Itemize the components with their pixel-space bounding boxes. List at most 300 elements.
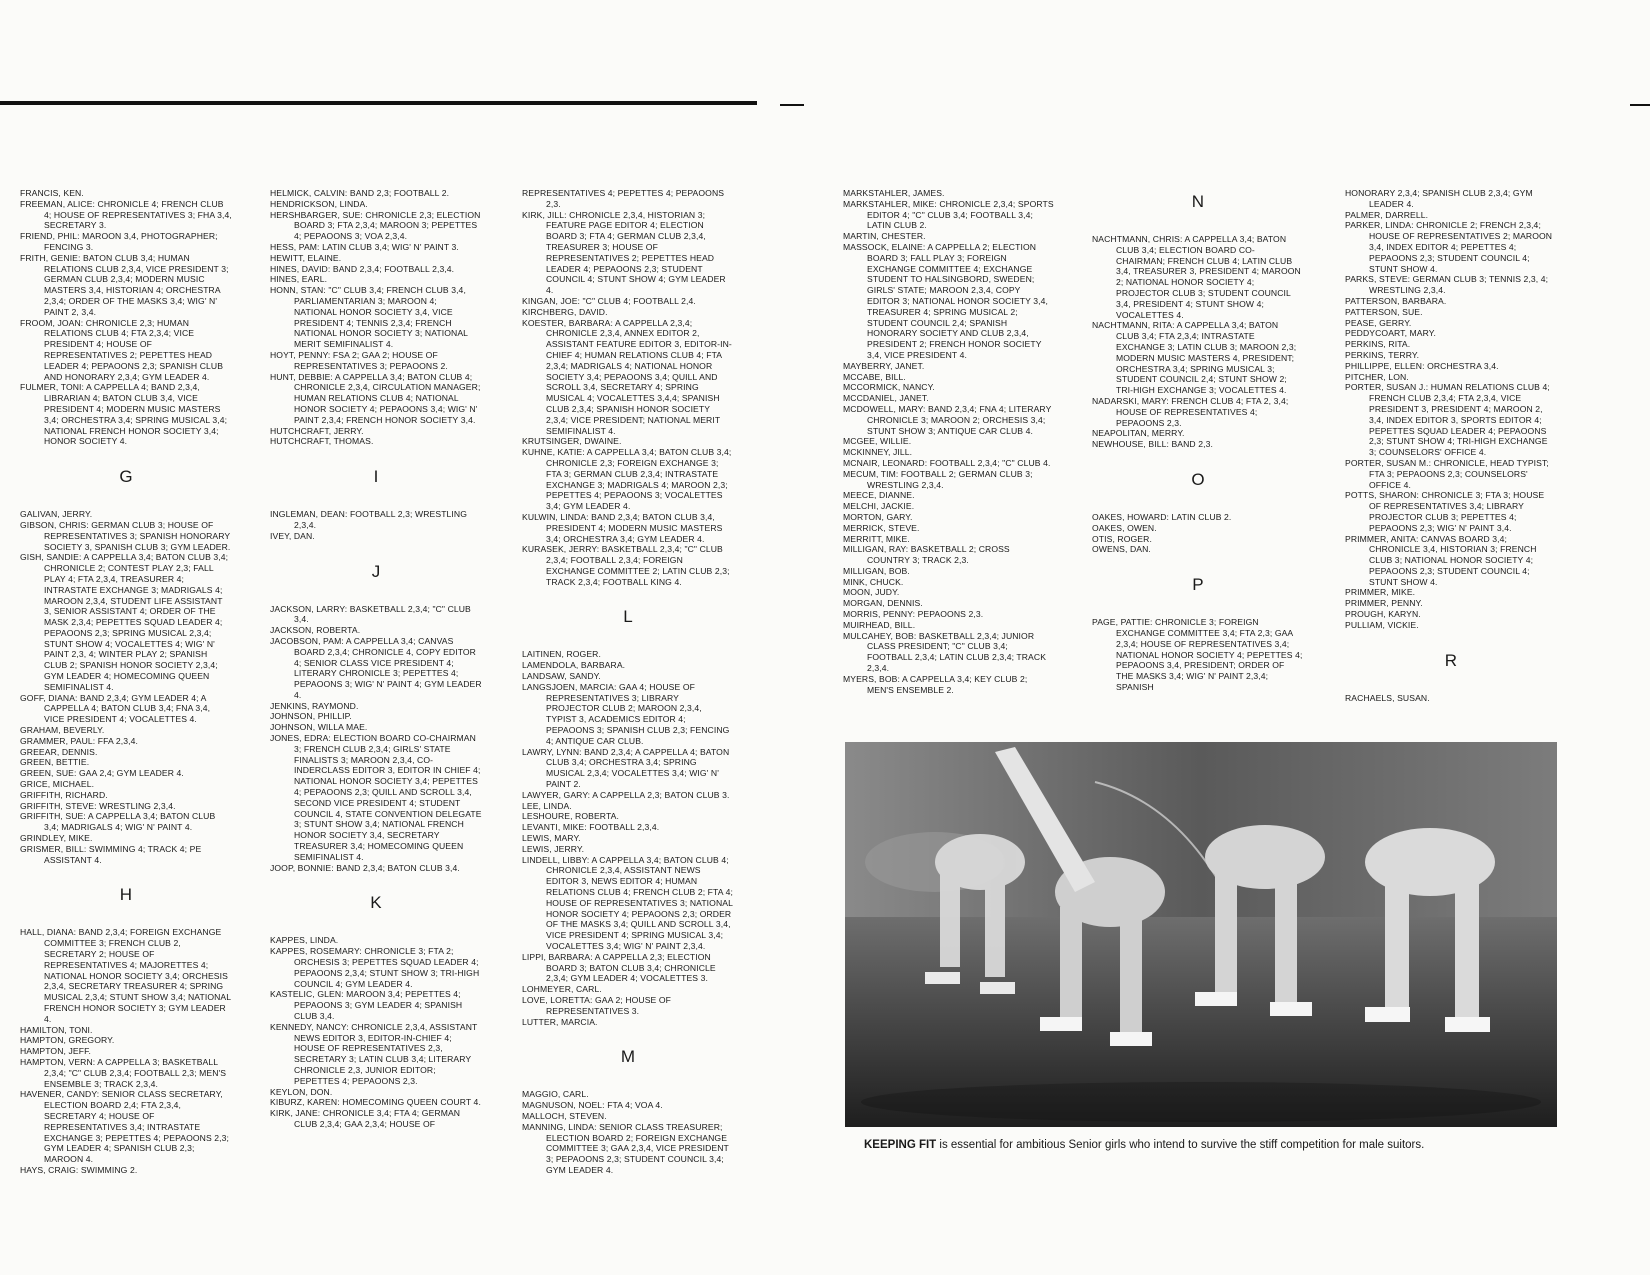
student-name: MCCABE, BILL. [843, 371, 906, 382]
student-name: GOFF, DIANA: [20, 692, 78, 703]
student-name: MEECE, DIANNE. [843, 490, 915, 501]
student-name: PARKS, STEVE: [1345, 274, 1411, 285]
student-activities: MAROON 3,4, PHOTOGRAPHER; FENCING 3. [44, 231, 218, 252]
student-name: HUNT, DEBBIE: [270, 371, 333, 382]
roster-entry [1345, 210, 1557, 221]
roster-entry [20, 927, 232, 1024]
student-name: HAMPTON, GREGORY. [20, 1035, 115, 1046]
student-name: MCNAIR, LEONARD: [843, 457, 928, 468]
roster-entry [20, 790, 232, 801]
roster-entry [843, 587, 1055, 598]
roster-entry [522, 307, 734, 318]
student-name: MASSOCK, ELAINE: [843, 241, 926, 252]
roster-entry [270, 242, 482, 253]
roster-entry [20, 552, 232, 692]
roster-entry [1345, 318, 1557, 329]
student-name: JENKINS, RAYMOND. [270, 700, 359, 711]
roster-column-3 [522, 188, 734, 1176]
roster-entry [270, 711, 482, 722]
student-activities: BAND 2,3,4; BATON CLUB 3,4, PRESIDENT 4; MODERN MUSIC MASTERS 3,4; ORCHESTRA 3,4; GYM LEADER 4. [546, 511, 723, 544]
roster-entry [270, 1022, 482, 1087]
roster-entry [1345, 620, 1557, 631]
student-name: MINK, CHUCK. [843, 576, 904, 587]
student-name: LINDELL, LIBBY: [522, 854, 590, 865]
student-activities: GAA 2,4; GYM LEADER 4. [79, 768, 184, 779]
roster-entry [270, 531, 482, 542]
roster-entry [1345, 328, 1557, 339]
roster-entry [20, 382, 232, 447]
keeping-fit-photo [845, 742, 1557, 1127]
photo-caption [864, 1138, 1564, 1152]
section-letter: O [1191, 469, 1205, 489]
student-name: MULCAHEY, BOB: [843, 630, 917, 641]
student-name: GREEAR, DENNIS. [20, 746, 98, 757]
section-letter: H [119, 885, 133, 905]
student-activities: GERMAN CLUB 3; TENNIS 2,3, 4; WRESTLING 2,3,4. [1369, 274, 1549, 296]
student-name: LAMENDOLA, BARBARA. [522, 660, 626, 671]
section-letter: P [1192, 575, 1204, 595]
roster-entry [522, 1122, 734, 1176]
top-rule-right [780, 104, 804, 106]
student-name: KIBURZ, KAREN: [270, 1097, 340, 1108]
student-activities: HUMAN RELATIONS CLUB 4; FRENCH CLUB 2,3,4; FTA 2,3,4, VICE PRESIDENT 3, PRESIDENT 4; MAROON 2, 3,4, INDEX EDITOR 3, SPORTS EDITOR 4; PEPETTES SQUAD LEADER 4; PEPAOONS 2,3; STUNT SHOW 4; TRI-HIGH EXCHANGE 3; COUNSELORS' OFFICE 4. [1369, 382, 1550, 458]
roster-entry [1345, 693, 1557, 704]
student-name: LIPPI, BARBARA: [522, 951, 593, 962]
student-activities: A CAPPELLA 3,4; BATON CLUB 3,4; MADRIGALS 4; WIG' N' PAINT 4. [44, 811, 216, 833]
student-activities: LATIN CLUB 3,4; WIG' N' PAINT 3. [322, 241, 459, 252]
student-name: MAGNUSON, NOEL: [522, 1100, 605, 1111]
section-letter: G [119, 467, 133, 487]
roster-entry [20, 253, 232, 318]
student-name: LAWYER, GARY: [522, 789, 591, 800]
student-name: PEDDYCOART, MARY. [1345, 328, 1437, 339]
student-name: OWENS, DAN. [1092, 544, 1151, 555]
roster-entry [843, 361, 1055, 372]
roster-entry [1345, 490, 1557, 533]
student-name: PARKER, LINDA: [1345, 220, 1414, 231]
roster-column-2 [270, 188, 482, 1130]
student-name: PROUGH, KARYN. [1345, 609, 1421, 620]
student-activities: SENIOR CLASS SECRETARY, ELECTION BOARD 2,4; FTA 2,3,4, SECRETARY 4; HOUSE OF REPRESENTATIVES 3,4; INTRASTATE EXCHANGE 3; PEPETTES 4; PEPAOONS 2,3; GYM LEADER 4; SPANISH CLUB 2,3; MAROON 4. [44, 1089, 230, 1165]
student-activities: FOOTBALL 2,3,4. [589, 822, 660, 833]
roster-entry [20, 509, 232, 520]
roster-entry [1345, 339, 1557, 350]
student-name: JACOBSON, PAM: [270, 635, 344, 646]
student-name: HAMPTON, VERN: [20, 1056, 96, 1067]
roster-entry [843, 490, 1055, 501]
student-activities: CANVAS BOARD 3,4; CHRONICLE 3,4, HISTORIAN 3; FRENCH CLUB 3; NATIONAL HONOR SOCIETY 4; PEPAOONS 2,3; STUDENT COUNCIL 4; STUNT SHOW 4. [1369, 533, 1537, 587]
section-letter: N [1191, 192, 1205, 211]
roster-entry [20, 1057, 232, 1089]
roster-entry [1092, 396, 1304, 428]
student-name: GRIFFITH, SUE: [20, 811, 86, 822]
roster-entry [843, 523, 1055, 534]
roster-entry [843, 188, 1055, 199]
roster-column-1 [20, 188, 232, 1176]
student-activities: CHRONICLE 2,3,4, ASSISTANT NEWS EDITOR 3, EDITOR-IN-CHIEF 4; HOUSE OF REPRESENTATIVES 2,3, SECRETARY 3; LATIN CLUB 3,4; LITERARY CHRONICLE 2,3, JUNIOR EDITOR; PEPETTES 4; PEPAOONS 2,3. [294, 1021, 478, 1086]
roster-entry [20, 844, 232, 866]
student-activities: SENIOR CLASS TREASURER; ELECTION BOARD 2; FOREIGN EXCHANGE COMMITTEE 3; GAA 2,3,4, VICE PRESIDENT 3; PEPAOONS 2,3; STUDENT COUNCIL 3,4; GYM LEADER 4. [546, 1121, 729, 1175]
roster-entry [843, 382, 1055, 393]
roster-entry [843, 242, 1055, 361]
roster-entry [20, 1035, 232, 1046]
caption-text: is essential for ambitious Senior girls who intend to survive the stiff competition for male suitors. [936, 1139, 1425, 1151]
student-name: PHILLIPPE, ELLEN: [1345, 360, 1425, 371]
student-name: HENDRICKSON, LINDA. [270, 198, 368, 209]
roster-entry [1092, 544, 1304, 555]
student-name: GREEN, SUE: [20, 768, 77, 779]
roster-entry [270, 1108, 482, 1130]
student-activities: BAND 2,3,4; A CAPPELLA 4; BATON CLUB 3,4; ORCHESTRA 3,4; SPRING MUSICAL 2,3,4; VOCALETTES 3,4; WIG' N' PAINT 2. [546, 746, 730, 790]
roster-entry [843, 501, 1055, 512]
roster-entry [270, 264, 482, 275]
student-name: OAKES, OWEN. [1092, 522, 1157, 533]
roster-entry [522, 1111, 734, 1122]
roster-entry [1345, 372, 1557, 383]
student-name: LUTTER, MARCIA. [522, 1016, 598, 1027]
student-name: HONN, STAN: [270, 285, 326, 296]
student-activities: BAND 2,3. [1171, 439, 1213, 450]
roster-entry [843, 544, 1055, 566]
student-activities: SWIMMING 4; TRACK 4; PE ASSISTANT 4. [44, 843, 202, 865]
student-name: HAMILTON, TONI. [20, 1024, 93, 1035]
student-name: GRINDLEY, MIKE. [20, 833, 93, 844]
roster-entry [1345, 220, 1557, 274]
roster-entry [1092, 428, 1304, 439]
student-activities: REPRESENTATIVES 4; PEPETTES 4; PEPAOONS 2,3. [522, 188, 725, 209]
roster-entry [522, 952, 734, 984]
roster-entry [522, 747, 734, 790]
roster-entry [843, 512, 1055, 523]
student-name: NACHTMANN, RITA: [1092, 320, 1175, 331]
roster-entry [522, 660, 734, 671]
student-activities: BAND 2,3,4; FNA 4; LITERARY CHRONICLE 3; MAROON 2; ORCHESIS 3,4; STUNT SHOW 3; ANTIQUE CAR CLUB 4. [867, 403, 1052, 436]
student-activities: LATIN CLUB 2. [1171, 511, 1232, 522]
student-name: PERKINS, TERRY. [1345, 349, 1420, 360]
student-name: GRICE, MICHAEL. [20, 779, 95, 790]
student-name: PRIMMER, PENNY. [1345, 598, 1423, 609]
student-activities: FFA 2,3,4. [97, 735, 138, 746]
roster-entry [522, 790, 734, 801]
student-name: PALMER, DARRELL. [1345, 209, 1429, 220]
roster-entry [20, 801, 232, 812]
student-activities: CHRONICLE 2,3,4, HISTORIAN 3; FEATURE PAGE EDITOR 4; ELECTION BOARD 3; FTA 4; GERMAN CLUB 2,3,4, TREASURER 3; HOUSE OF REPRESENTATIVES 2; PEPETTES HEAD LEADER 4; PEPAOONS 2,3; STUDENT COUNCIL 4; STUNT SHOW 4; GYM LEADER 4. [546, 209, 726, 296]
student-activities: FOOTBALL 2; GERMAN CLUB 3; WRESTLING 2,3,4. [867, 468, 1033, 490]
student-name: LEWIS, JERRY. [522, 843, 585, 854]
student-activities: A CAPPELLA 3,4; KEY CLUB 2; MEN'S ENSEMBLE 2. [867, 673, 1028, 695]
student-name: MCCORMICK, NANCY. [843, 382, 935, 393]
student-activities: BAND 2,3,4; GYM LEADER 4; A CAPPELLA 4; BATON CLUB 3,4; FNA 3,4, VICE PRESIDENT 4; VOCALETTES 4. [44, 692, 211, 725]
student-name: PAGE, PATTIE: [1092, 617, 1153, 628]
student-name: HESS, PAM: [270, 241, 320, 252]
roster-entry [843, 231, 1055, 242]
roster-entry [1345, 598, 1557, 609]
student-name: JACKSON, LARRY: [270, 603, 348, 614]
student-activities: CHRONICLE 3,4; FTA 4; GERMAN CLUB 2,3,4; GAA 2,3,4; HOUSE OF [294, 1108, 461, 1129]
roster-entry [1092, 617, 1304, 693]
student-name: KURASEK, JERRY: [522, 544, 600, 555]
student-name: GRIFFITH, STEVE: [20, 800, 97, 811]
roster-entry [1345, 609, 1557, 620]
student-activities: BASKETBALL 2,3,4; "C" CLUB 3,4. [294, 603, 471, 625]
student-name: MOON, JUDY. [843, 587, 900, 598]
student-name: MERRICK, STEVE. [843, 522, 920, 533]
student-name: MARKSTAHLER, JAMES. [843, 188, 945, 198]
student-name: MCGEE, WILLIE. [843, 436, 912, 447]
student-name: FULMER, TONI: [20, 382, 85, 393]
roster-entry [270, 636, 482, 701]
student-name: HOYT, PENNY: [270, 349, 331, 360]
roster-entry [522, 544, 734, 587]
roster-entry [20, 199, 232, 231]
student-activities: BATON CLUB 3,4; HUMAN RELATIONS CLUB 2,3,4, VICE PRESIDENT 3; GERMAN CLUB 2,3,4; MODERN MUSIC MASTERS 3,4, HISTORIAN 4; ORCHESTRA 2,3,4; ORDER OF THE MASKS 3,4; WIG' N' PAINT 2, 3,4. [44, 252, 229, 317]
roster-entry [270, 285, 482, 350]
student-activities: A CAPPELLA 2,3; ELECTION BOARD 3; BATON CLUB 3,4; CHRONICLE 2,3,4; GYM LEADER 4; VOCALETTES 3. [546, 951, 716, 984]
student-name: HINES, DAVID: [270, 263, 331, 274]
roster-entry [270, 935, 482, 946]
student-name: HAVENER, CANDY: [20, 1089, 100, 1100]
student-activities: ELECTION BOARD CO-CHAIRMAN 3; FRENCH CLUB 2,3,4; GIRLS' STATE FINALISTS 3; MAROON 2,3,4, CO-INDERCLASS EDITOR 3, EDITOR IN CHIEF 4; NATIONAL HONOR SOCIETY 3,4; PEPETTES 4; PEPAOONS 2,3; QUILL AND SCROLL 3,4, SECOND VICE PRESIDENT 4; STUDENT COUNCIL 4, STATE CONVENTION DELEGATE 3; STUNT SHOW 3,4; NATIONAL FRENCH HONOR SOCIETY 3,4, SECRETARY TREASURER 3,4; HOMECOMING QUEEN SEMIFINALIST 4. [294, 733, 482, 862]
roster-entry [1345, 274, 1557, 296]
student-activities: A CAPPELLA 3,4; BATON CLUB 4; CHRONICLE 2,3,4, CIRCULATION MANAGER; HUMAN RELATIONS CLUB 4; NATIONAL HONOR SOCIETY 4; PEPAOONS 3,4; WIG' N' PAINT 2,3,4; FRENCH HONOR SOCIETY 3,4. [294, 371, 481, 425]
roster-entry [522, 671, 734, 682]
student-activities: FTA 4; VOA 4. [607, 1100, 663, 1111]
student-name: LAITINEN, ROGER. [522, 649, 601, 660]
student-activities: A CAPPELLA 3,4; BATON CLUB 3,4; CHRONICLE 2,3; FOREIGN EXCHANGE 3; FTA 3; GERMAN CLUB 2,3,4; INTRASTATE EXCHANGE 3; MADRIGALS 4; MAROON 2,3; PEPETTES 4; PEPAOONS 3; VOCALETTES 3,4; GYM LEADER 4. [546, 447, 732, 512]
roster-entry [522, 801, 734, 812]
student-name: PERKINS, RITA. [1345, 339, 1411, 350]
student-activities: A CAPPELLA 3,4; BATON CLUB 3,4; FTA 2,3,4; INTRASTATE EXCHANGE 3; LATIN CLUB 3; MAROON 2,3; MODERN MUSIC MASTERS 4, PRESIDENT; ORCHESTRA 3,4; SPRING MUSICAL 3; STUDENT COUNCIL 2,4; STUNT SHOW 2; TRI-HIGH EXCHANGE 3; VOCALETTES 4. [1116, 320, 1297, 396]
student-name: JACKSON, ROBERTA. [270, 625, 361, 636]
roster-entry [270, 436, 482, 447]
student-name: JOOP, BONNIE: [270, 862, 334, 873]
student-name: NEAPOLITAN, MERRY. [1092, 428, 1185, 439]
student-name: KUHNE, KATIE: [522, 447, 585, 458]
student-activities: "C" CLUB 4; FOOTBALL 2,4. [582, 295, 696, 306]
roster-entry [522, 1100, 734, 1111]
section-letter: I [373, 467, 379, 487]
student-name: PORTER, SUSAN M.: [1345, 457, 1432, 468]
student-name: NADARSKI, MARY: [1092, 395, 1169, 406]
student-activities: CHRONICLE 2,3; HUMAN RELATIONS CLUB 4; FTA 2,3,4; VICE PRESIDENT 4; HOUSE OF REPRESENTATIVES 2; PEPETTES HEAD LEADER 4; PEPAOONS 2,3; SPANISH CLUB AND HONORARY 2,3,4; GYM LEADER 4. [44, 317, 224, 382]
student-name: IVEY, DAN. [270, 530, 315, 541]
roster-entry [522, 822, 734, 833]
roster-entry [270, 509, 482, 531]
top-rule-far-right [1630, 104, 1650, 106]
section-letter: J [371, 561, 381, 581]
roster-entry [843, 566, 1055, 577]
student-name: HUTCHCRAFT, THOMAS. [270, 436, 374, 447]
student-activities: CHRONICLE 3; FTA 2; ORCHESIS 3; PEPETTES SQUAD LEADER 4; PEPAOONS 2,3,4; STUNT SHOW 3; TRI-HIGH COUNCIL 4; GYM LEADER 4. [294, 946, 480, 989]
section-letter: R [1444, 650, 1458, 670]
roster-entry [843, 447, 1055, 458]
roster-entry [522, 210, 734, 296]
caption-lead: KEEPING FIT [864, 1139, 937, 1151]
student-name: KAPPES, ROSEMARY: [270, 946, 362, 957]
roster-entry [522, 436, 734, 447]
roster-entry [843, 674, 1055, 696]
student-name: LEWIS, MARY. [522, 833, 581, 844]
roster-entry [20, 1165, 232, 1176]
roster-entry [1092, 523, 1304, 534]
roster-entry [270, 625, 482, 636]
roster-entry [522, 447, 734, 512]
roster-entry [1345, 188, 1557, 210]
student-activities: SWIMMING 2. [80, 1164, 138, 1175]
roster-entry [270, 989, 482, 1021]
roster-entry [522, 855, 734, 952]
roster-entry [522, 188, 734, 210]
student-name: HERSHBARGER, SUE: [270, 209, 363, 220]
student-name: POTTS, SHARON: [1345, 490, 1419, 501]
roster-entry [270, 253, 482, 264]
roster-entry [843, 372, 1055, 383]
student-activities: PEPAOONS 2,3. [917, 609, 984, 620]
student-name: MORGAN, DENNIS. [843, 598, 923, 609]
student-activities: BAND 2,3; FOOTBALL 2. [349, 188, 450, 198]
roster-entry [270, 210, 482, 242]
student-activities: GERMAN CLUB 3; HOUSE OF REPRESENTATIVES 3; SPANISH HONORARY SOCIETY 3, SPANISH CLUB 3; GYM LEADER. [44, 519, 231, 552]
student-name: OTIS, ROGER. [1092, 533, 1152, 544]
student-name: GRAMMER, PAUL: [20, 735, 96, 746]
student-name: NEWHOUSE, BILL: [1092, 439, 1169, 450]
roster-entry [843, 577, 1055, 588]
roster-entry [20, 520, 232, 552]
student-activities: CHRONICLE 2,3,4; SPORTS EDITOR 4; "C" CLUB 3,4; FOOTBALL 3,4; LATIN CLUB 2. [867, 198, 1054, 231]
student-name: MILLIGAN, BOB. [843, 565, 910, 576]
student-name: MORTON, GARY. [843, 511, 913, 522]
section-letter: K [370, 893, 382, 913]
student-name: NACHTMANN, CHRIS: [1092, 234, 1183, 244]
roster-entry [843, 393, 1055, 404]
roster-entry [843, 458, 1055, 469]
student-activities: WRESTLING 2,3,4. [99, 800, 176, 811]
roster-entry [270, 426, 482, 437]
student-name: JONES, EDRA: [270, 733, 331, 744]
section-letter: L [623, 607, 633, 627]
student-name: GREEN, BETTIE. [20, 757, 90, 768]
roster-entry [270, 604, 482, 626]
roster-entry [20, 188, 232, 199]
student-activities: "C" CLUB 3,4; FRENCH CLUB 3,4, PARLIAMENTARIAN 3; MAROON 4; NATIONAL HONOR SOCIETY 3,4, VICE PRESIDENT 4; TENNIS 2,3,4; FRENCH NATIONAL HONOR SOCIETY 3; NATIONAL MERIT SEMIFINALIST 4. [294, 285, 468, 350]
student-activities: HOMECOMING QUEEN COURT 4. [342, 1097, 481, 1108]
student-name: JOHNSON, PHILLIP. [270, 711, 352, 722]
roster-entry [20, 736, 232, 747]
student-name: GRISMER, BILL: [20, 843, 87, 854]
student-name: PRIMMER, ANITA: [1345, 533, 1419, 544]
student-activities: BASKETBALL 2; CROSS COUNTRY 3; TRACK 2,3. [867, 544, 1010, 566]
student-name: KULWIN, LINDA: [522, 511, 589, 522]
student-name: KRUTSINGER, DWAINE. [522, 436, 622, 447]
student-name: HUTCHCRAFT, JERRY. [270, 425, 364, 436]
student-name: HINES, EARL. [270, 274, 328, 285]
student-name: FREEMAN, ALICE: [20, 198, 96, 209]
student-name: KIRK, JILL: [522, 209, 567, 220]
student-activities: CHRONICLE 2,3; ELECTION BOARD 3; FTA 2,3,4; MAROON 3; PEPETTES 4; PEPAOONS 3; VOA 2,3,4. [294, 209, 481, 242]
student-activities: A CAPPELLA 2; ELECTION BOARD 3; FALL PLAY 3; FOREIGN EXCHANGE COMMITTEE 4; EXCHANGE STUDENT TO HALSINGBORD, SWEDEN; GIRLS' STATE; MAROON 2,3,4, COPY EDITOR 3; NATIONAL HONOR SOCIETY 3,4, TREASURER 4; SPRING MUSICAL 2; STUDENT COUNCIL 2,4; SPANISH HONORARY SOCIETY AND CLUB 2,3,4, PRESIDENT 2; FRENCH HONOR SOCIETY 3,4, VICE PRESIDENT 4. [867, 241, 1049, 360]
student-name: HEWITT, ELAINE. [270, 252, 342, 263]
student-activities: MAROON 3,4; PEPETTES 4; PEPAOONS 3; GYM LEADER 4; SPANISH CLUB 3,4. [294, 989, 463, 1022]
roster-entry [20, 725, 232, 736]
student-activities: CHRONICLE 3; FTA 3; HOUSE OF REPRESENTATIVES 3,4; LIBRARY PROJECTOR CLUB 3; PEPETTES 4; PEPAOONS 2,3; WIG' N' PAINT 3,4. [1369, 490, 1545, 533]
student-activities: A CAPPELLA 4; BAND 2,3,4, LIBRARIAN 4; BATON CLUB 3,4, VICE PRESIDENT 4; MODERN MUSIC MASTERS 3,4; ORCHESTRA 3,4; SPRING MUSICAL 3,4; NATIONAL FRENCH HONOR SOCIETY 3,4; HONOR SOCIETY 4. [44, 382, 228, 447]
student-activities: ORCHESTRA 3,4. [1427, 360, 1499, 371]
student-name: KINGAN, JOE: [522, 295, 581, 306]
roster-entry [270, 199, 482, 210]
student-name: MALLOCH, STEVEN. [522, 1110, 607, 1121]
student-activities: FRENCH CLUB 4; FTA 2, 3,4; HOUSE OF REPRESENTATIVES 4; PEPAOONS 2,3. [1116, 395, 1289, 428]
student-name: GALIVAN, JERRY. [20, 509, 93, 520]
roster-entry [522, 984, 734, 995]
student-activities: BASKETBALL 2,3,4; "C" CLUB 2,3,4; FOOTBALL 2,3,4; FOREIGN EXCHANGE COMMITTEE 2; LATIN CLUB 2,3; TRACK 2,3,4; FOOTBALL KING 4. [546, 544, 730, 587]
exercise-scene-illustration [845, 742, 1557, 1127]
student-activities: CHRONICLE 2; FRENCH 2,3,4; HOUSE OF REPRESENTATIVES 2; MAROON 3,4, INDEX EDITOR 4; PEPETTES 4; PEPAOONS 2,3; STUDENT COUNCIL 4; STUNT SHOW 4. [1369, 220, 1553, 274]
roster-entry [270, 1097, 482, 1108]
roster-entry [522, 512, 734, 544]
student-activities: A CAPPELLA 2,3; BATON CLUB 3. [592, 789, 730, 800]
student-activities: CHRONICLE, HEAD TYPIST; FTA 3; PEPAOONS 2,3; COUNSELORS' OFFICE 4. [1369, 457, 1549, 490]
roster-entry [522, 296, 734, 307]
student-name: KENNEDY, NANCY: [270, 1021, 349, 1032]
roster-entry [843, 534, 1055, 545]
student-name: MARTIN, CHESTER. [843, 231, 926, 242]
student-name: MCCDANIEL, JANET. [843, 393, 929, 404]
roster-entry [20, 1089, 232, 1165]
roster-entry [270, 701, 482, 712]
student-activities: BASKETBALL 2,3,4; JUNIOR CLASS PRESIDENT; "C" CLUB 3,4; FOOTBALL 2,3,4; LATIN CLUB 2,3,4; TRACK 2,3,4. [867, 630, 1047, 674]
roster-entry [20, 768, 232, 779]
section-letter: M [620, 1047, 636, 1067]
student-name: FRANCIS, KEN. [20, 188, 84, 198]
student-activities: A CAPPELLA 3,4; BATON CLUB 3,4; ELECTION BOARD CO-CHAIRMAN; FRENCH CLUB 4; LATIN CLUB 3,4, TREASURER 3, PRESIDENT 4; MAROON 2; NATIONAL HONOR SOCIETY 4; PROJECTOR CLUB 3; STUDENT COUNCIL 3,4, PRESIDENT 4; STUNT SHOW 4; VOCALETTES 4. [1116, 234, 1301, 320]
roster-entry [843, 620, 1055, 631]
roster-entry [270, 350, 482, 372]
roster-entry [522, 318, 734, 437]
roster-column-6 [1345, 188, 1557, 703]
student-name: GRIFFITH, RICHARD. [20, 789, 108, 800]
student-name: KEYLON, DON. [270, 1086, 333, 1097]
student-name: MAGGIO, CARL. [522, 1089, 589, 1100]
student-name: LESHOURE, ROBERTA. [522, 811, 619, 822]
student-name: MECUM, TIM: [843, 468, 899, 479]
roster-entry [270, 188, 482, 199]
roster-entry [270, 722, 482, 733]
roster-entry [522, 844, 734, 855]
roster-entry [20, 757, 232, 768]
student-name: KIRK, JANE: [270, 1108, 321, 1119]
student-name: LEVANTI, MIKE: [522, 822, 587, 833]
roster-entry [20, 833, 232, 844]
roster-entry [522, 1017, 734, 1028]
student-name: MANNING, LINDA: [522, 1121, 597, 1132]
student-name: GIBSON, CHRIS: [20, 519, 89, 530]
roster-entry [270, 1087, 482, 1098]
student-name: PEASE, GERRY. [1345, 317, 1412, 328]
roster-entry [1092, 320, 1304, 396]
student-name: KIRCHBERG, DAVID. [522, 306, 608, 317]
roster-entry [1345, 534, 1557, 588]
student-name: MORRIS, PENNY: [843, 609, 916, 620]
student-name: OAKES, HOWARD: [1092, 511, 1170, 522]
student-name: KOESTER, BARBARA: [522, 317, 614, 328]
roster-entry [20, 779, 232, 790]
student-name: HAYS, CRAIG: [20, 1164, 79, 1175]
roster-entry [270, 863, 482, 874]
roster-entry [20, 693, 232, 725]
student-name: GISH, SANDIE: [20, 552, 82, 563]
student-name: MARKSTAHLER, MIKE: [843, 198, 937, 209]
student-activities: FOOTBALL 2,3; WRESTLING 2,3,4. [294, 509, 468, 530]
